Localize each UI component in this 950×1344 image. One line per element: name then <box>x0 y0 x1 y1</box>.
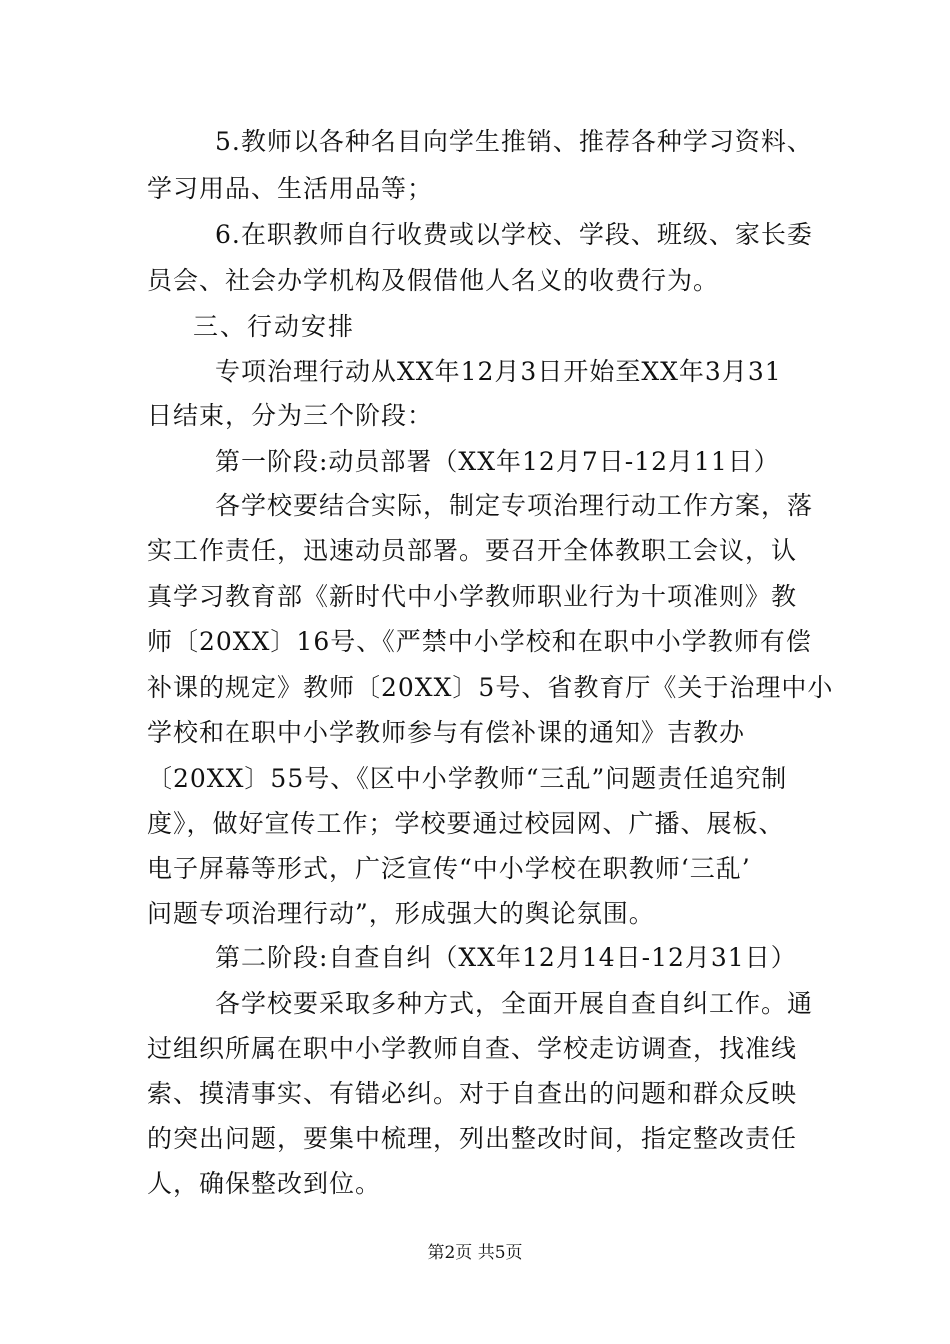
body-line: 实工作责任，迅速动员部署。要召开全体教职工会议，认 <box>147 536 798 565</box>
body-line: 各学校要采取多种方式，全面开展自查自纠工作。通 <box>215 989 814 1018</box>
body-line: 各学校要结合实际，制定专项治理行动工作方案，落 <box>215 491 814 520</box>
body-line: 索、摸清事实、有错必纠。对于自查出的问题和群众反映 <box>147 1079 798 1108</box>
body-line: 问题专项治理行动”，形成强大的舆论氛围。 <box>147 899 655 928</box>
phase-heading: 第一阶段:动员部署（XX年12月7日-12月11日） <box>215 447 780 476</box>
body-line: 师〔20XX〕16号、《严禁中小学校和在职中小学教师有偿 <box>147 627 812 656</box>
phase-heading: 第二阶段:自查自纠（XX年12月14日-12月31日） <box>215 943 797 972</box>
body-line: 〔20XX〕55号、《区中小学教师“三乱”问题责任追究制 <box>147 764 788 793</box>
body-line: 专项治理行动从XX年12月3日开始至XX年3月31 <box>215 357 782 386</box>
body-line: 补课的规定》教师〔20XX〕5号、省教育厅《关于治理中小 <box>147 673 834 702</box>
body-line: 6.在职教师自行收费或以学校、学段、班级、家长委 <box>215 220 813 249</box>
body-line: 员会、社会办学机构及假借他人名义的收费行为。 <box>147 266 720 295</box>
body-line: 日结束，分为三个阶段： <box>147 401 434 430</box>
section-heading: 三、行动安排 <box>193 312 356 341</box>
body-line: 度》，做好宣传工作；学校要通过校园网、广播、展板、 <box>147 809 785 838</box>
body-line: 学习用品、生活用品等； <box>147 174 434 203</box>
body-line: 学校和在职中小学教师参与有偿补课的通知》吉教办 <box>147 718 746 747</box>
body-line: 的突出问题，要集中梳理，列出整改时间，指定整改责任 <box>147 1124 798 1153</box>
body-line: 真学习教育部《新时代中小学教师职业行为十项准则》教 <box>147 582 798 611</box>
page-number: 第2页 共5页 <box>427 1243 523 1263</box>
body-line: 人，确保整改到位。 <box>147 1169 382 1198</box>
body-line: 过组织所属在职中小学教师自查、学校走访调查，找准线 <box>147 1034 798 1063</box>
body-line: 5.教师以各种名目向学生推销、推荐各种学习资料、 <box>215 127 813 156</box>
body-line: 电子屏幕等形式，广泛宣传“中小学校在职教师‘三乱’ <box>147 854 751 883</box>
